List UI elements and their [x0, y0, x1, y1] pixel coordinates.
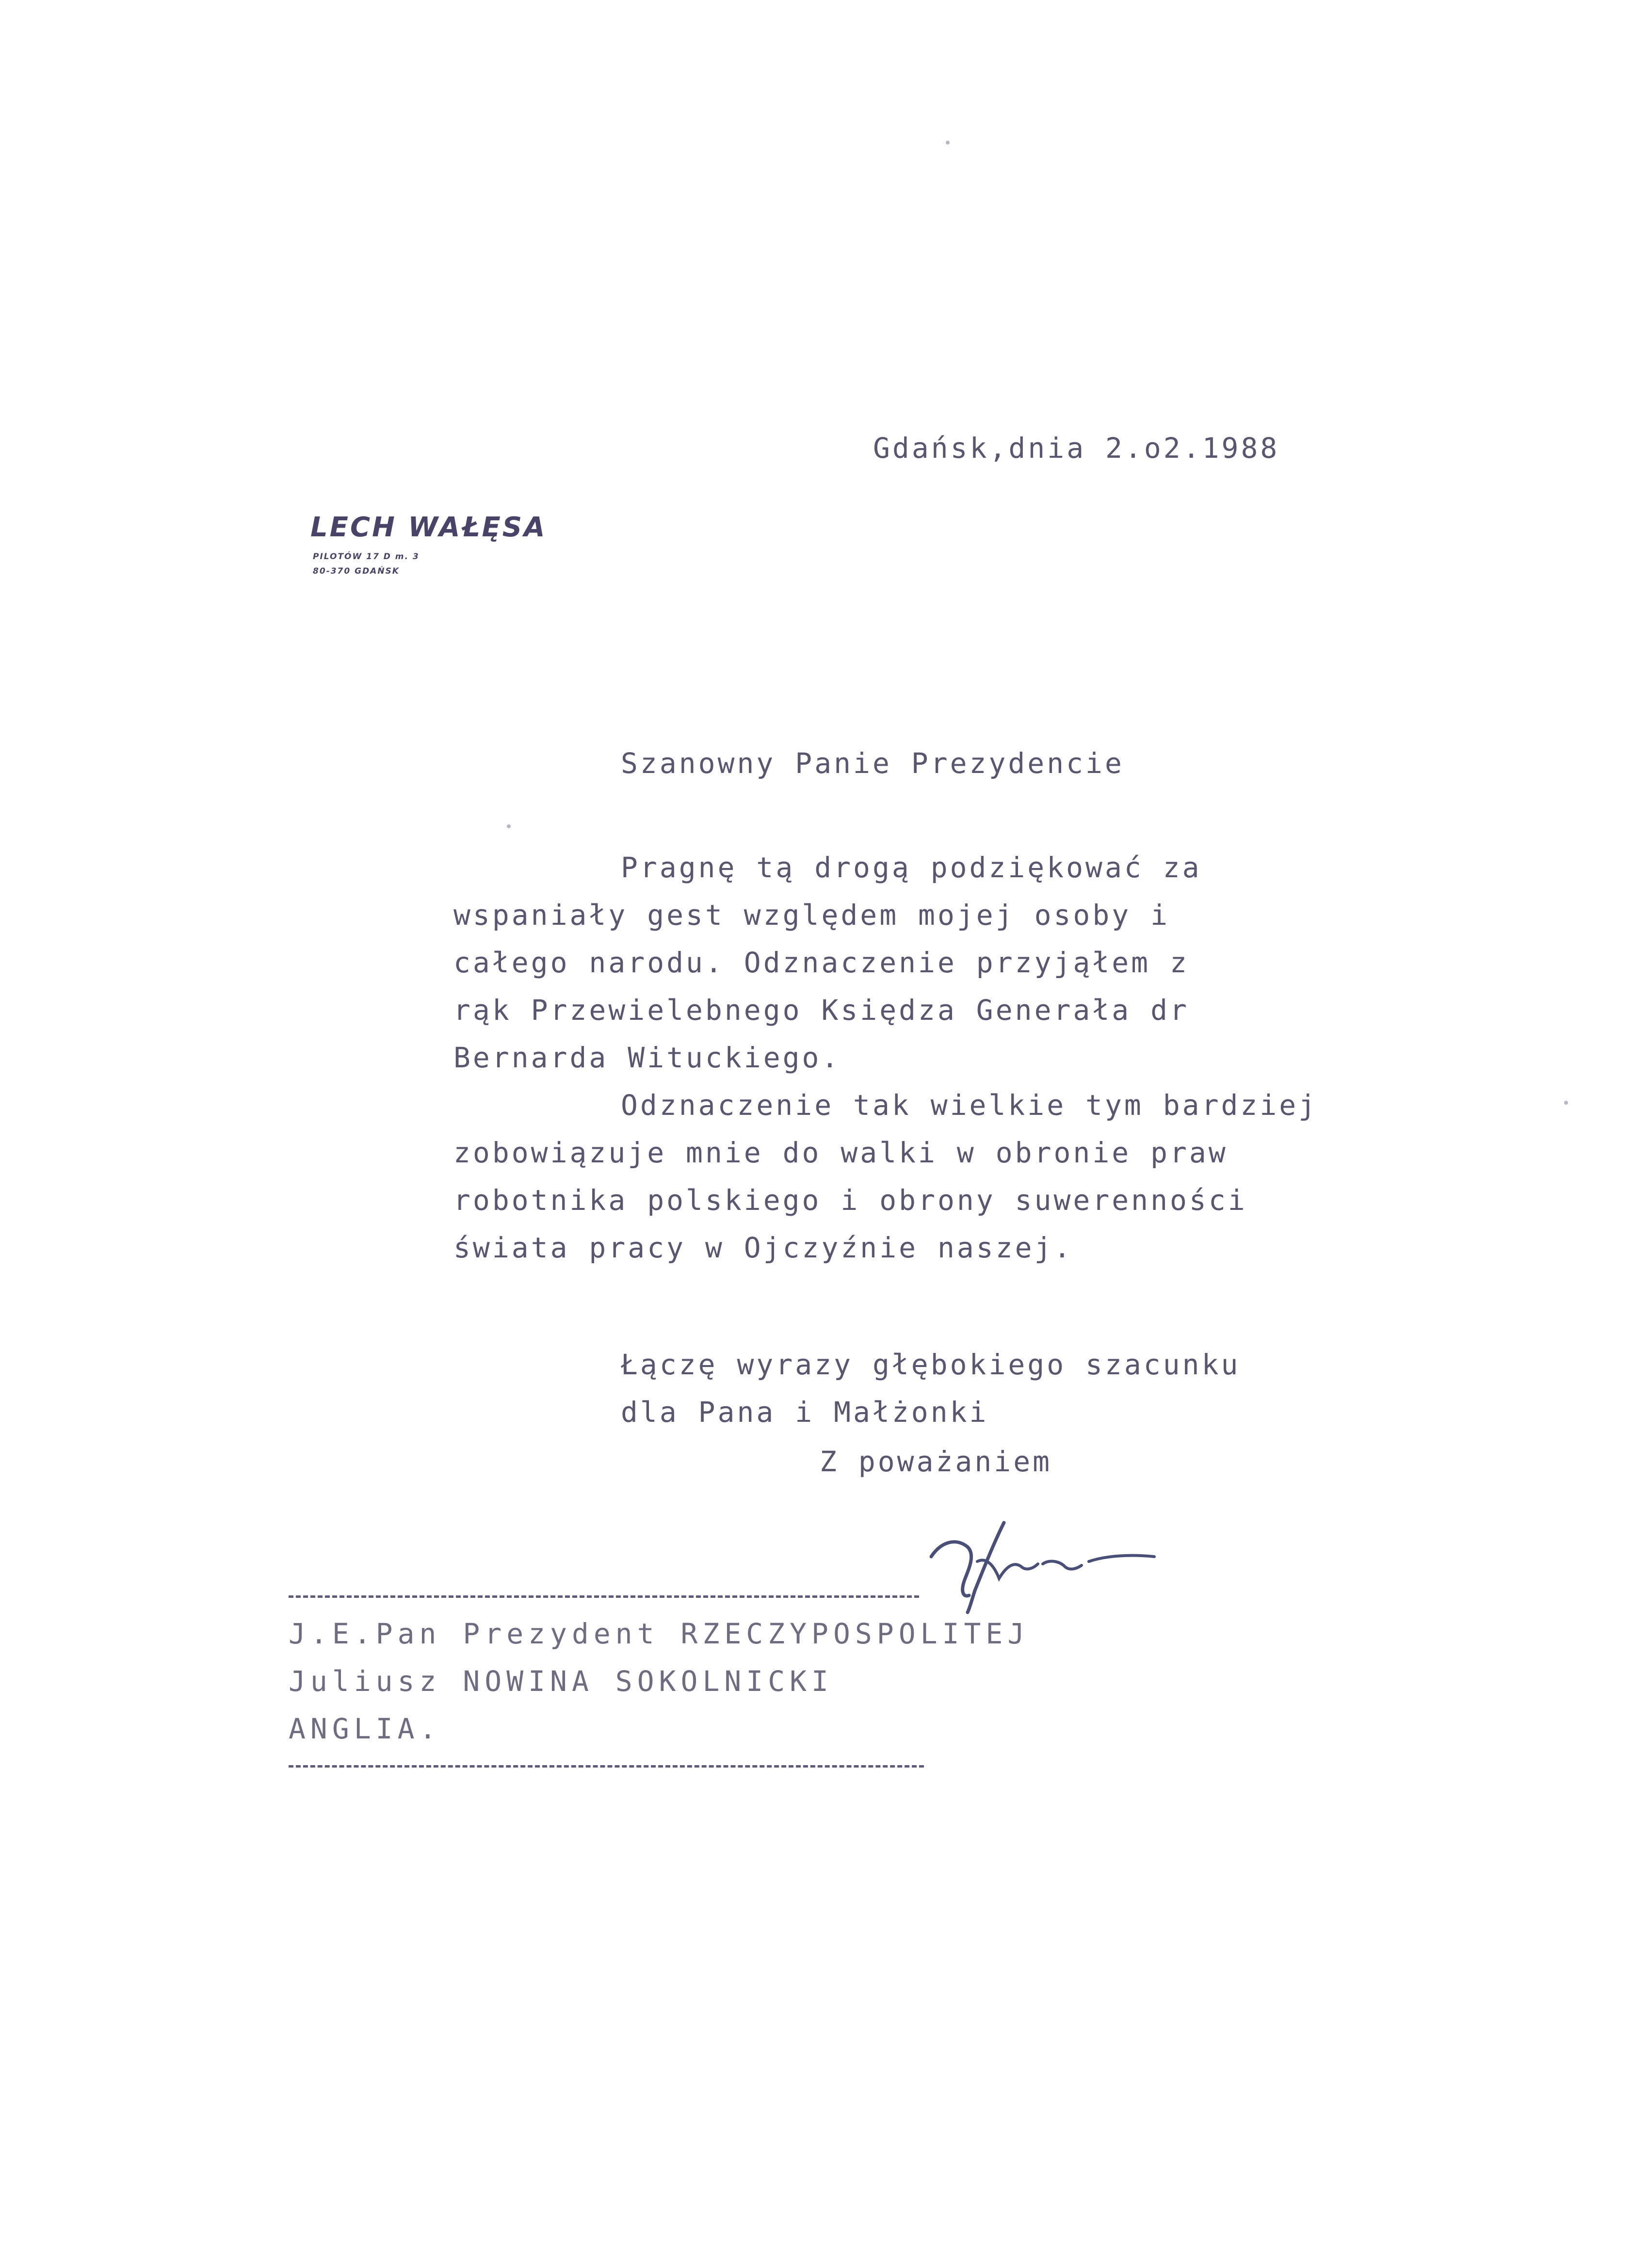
closing-line: dla Pana i Małżonki	[621, 1396, 989, 1429]
letterhead-name: LECH WAŁĘSA	[310, 512, 547, 543]
letter-date: Gdańsk,dnia 2.o2.1988	[873, 432, 1280, 465]
body-p1-line: Bernarda Wituckiego.	[453, 1041, 841, 1074]
handwritten-signature	[922, 1494, 1212, 1620]
body-p2-line: Odznaczenie tak wielkie tym bardziej	[621, 1089, 1318, 1122]
recipient-line: J.E.Pan Prezydent RZECZYPOSPOLITEJ	[289, 1617, 1030, 1650]
salutation: Szanowny Panie Prezydencie	[621, 747, 1124, 780]
letterhead-address-line2: 80-370 GDAŃSK	[313, 566, 400, 576]
body-p2-line: zobowiązuje mnie do walki w obronie praw	[453, 1136, 1228, 1169]
recipient-line: Juliusz NOWINA SOKOLNICKI	[289, 1665, 833, 1698]
recipient-line: ANGLIA.	[289, 1712, 441, 1745]
body-p1-line: rąk Przewielebnego Księdza Generała dr	[453, 994, 1189, 1027]
letterhead-address-line1: PILOTÓW 17 D m. 3	[313, 552, 420, 562]
paper-speck	[946, 141, 950, 145]
body-p2-line: świata pracy w Ojczyźnie naszej.	[453, 1231, 1073, 1264]
closing-line: Łączę wyrazy głębokiego szacunku	[621, 1348, 1241, 1381]
paper-speck	[507, 824, 511, 828]
signoff: Z poważaniem	[820, 1445, 1052, 1478]
body-p1-line: Pragnę tą drogą podziękować za	[621, 851, 1202, 884]
body-p2-line: robotnika polskiego i obrony suwerenności	[453, 1184, 1247, 1217]
recipient-rule-bottom	[289, 1765, 924, 1768]
body-p1-line: wspaniały gest względem mojej osoby i	[453, 899, 1170, 932]
body-p1-line: całego narodu. Odznaczenie przyjąłem z	[453, 946, 1189, 979]
recipient-rule-top	[289, 1595, 919, 1598]
paper-speck	[1564, 1101, 1568, 1105]
